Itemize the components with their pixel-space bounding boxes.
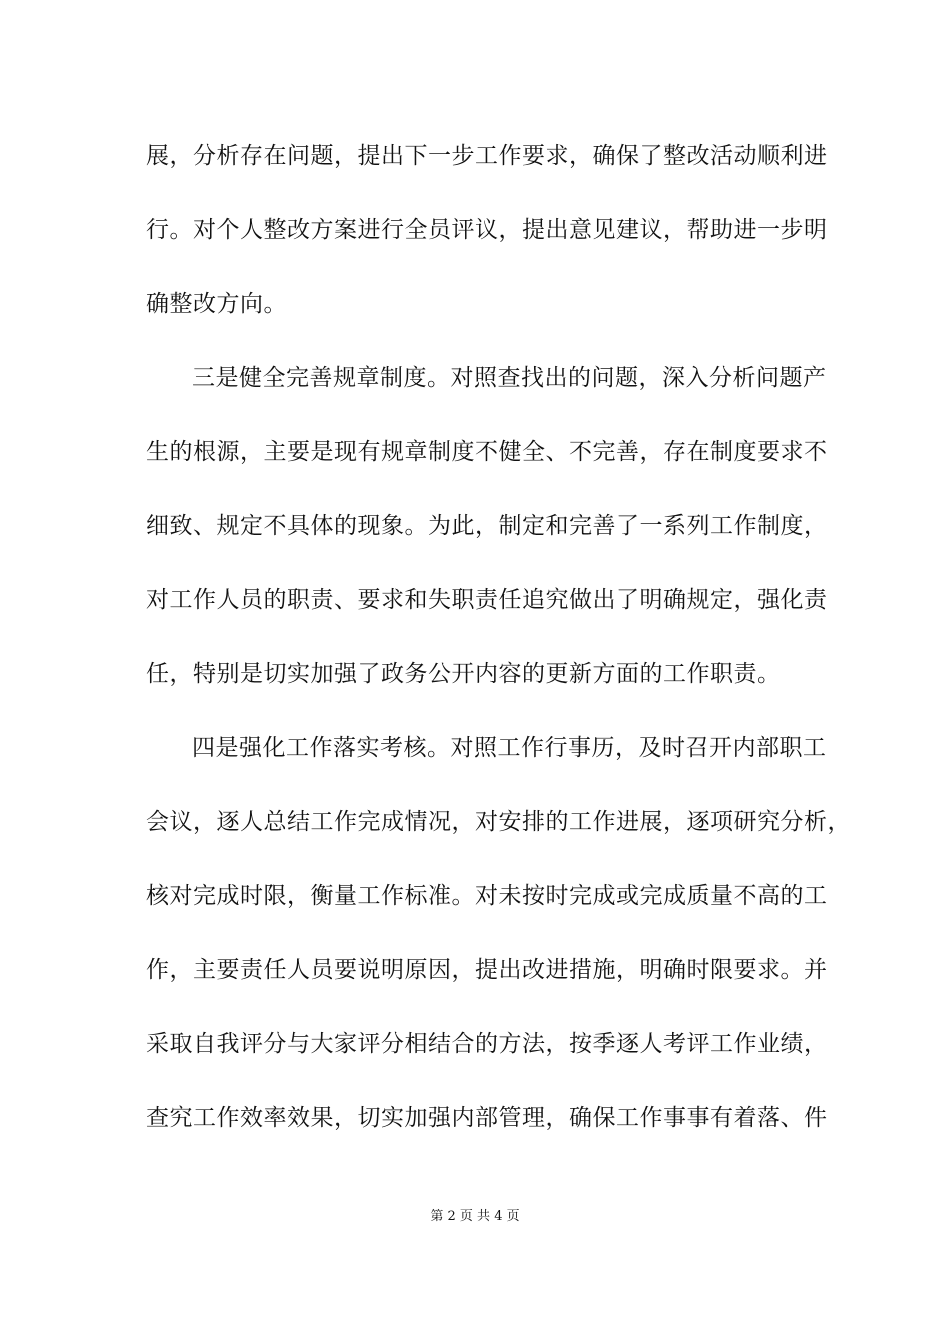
text-line: 对工作人员的职责、要求和失职责任追究做出了明确规定，强化责 (146, 587, 828, 613)
text-line: 采取自我评分与大家评分相结合的方法，按季逐人考评工作业绩， (146, 1031, 828, 1057)
text-line: 行。对个人整改方案进行全员评议，提出意见建议，帮助进一步明 (146, 217, 828, 243)
text-line: 查究工作效率效果，切实加强内部管理，确保工作事事有着落、件 (146, 1105, 828, 1131)
paragraph-start-line: 四是强化工作落实考核。对照工作行事历，及时召开内部职工 (192, 735, 827, 761)
page-number-label: 第 2 页 共 4 页 (430, 1209, 520, 1224)
text-line: 确整改方向。 (146, 291, 287, 317)
text-line: 展，分析存在问题，提出下一步工作要求，确保了整改活动顺利进 (146, 143, 828, 169)
text-line: 核对完成时限，衡量工作标准。对未按时完成或完成质量不高的工 (146, 883, 828, 909)
text-line: 细致、规定不具体的现象。为此，制定和完善了一系列工作制度， (146, 513, 828, 539)
text-line: 生的根源，主要是现有规章制度不健全、不完善，存在制度要求不 (146, 439, 828, 465)
text-line: 任，特别是切实加强了政务公开内容的更新方面的工作职责。 (146, 661, 781, 687)
page-footer (0, 1209, 950, 1225)
text-line: 作，主要责任人员要说明原因，提出改进措施，明确时限要求。并 (146, 957, 828, 983)
paragraph-start-line: 三是健全完善规章制度。对照查找出的问题，深入分析问题产 (192, 365, 827, 391)
text-line: 会议，逐人总结工作完成情况，对安排的工作进展，逐项研究分析， (146, 809, 851, 835)
